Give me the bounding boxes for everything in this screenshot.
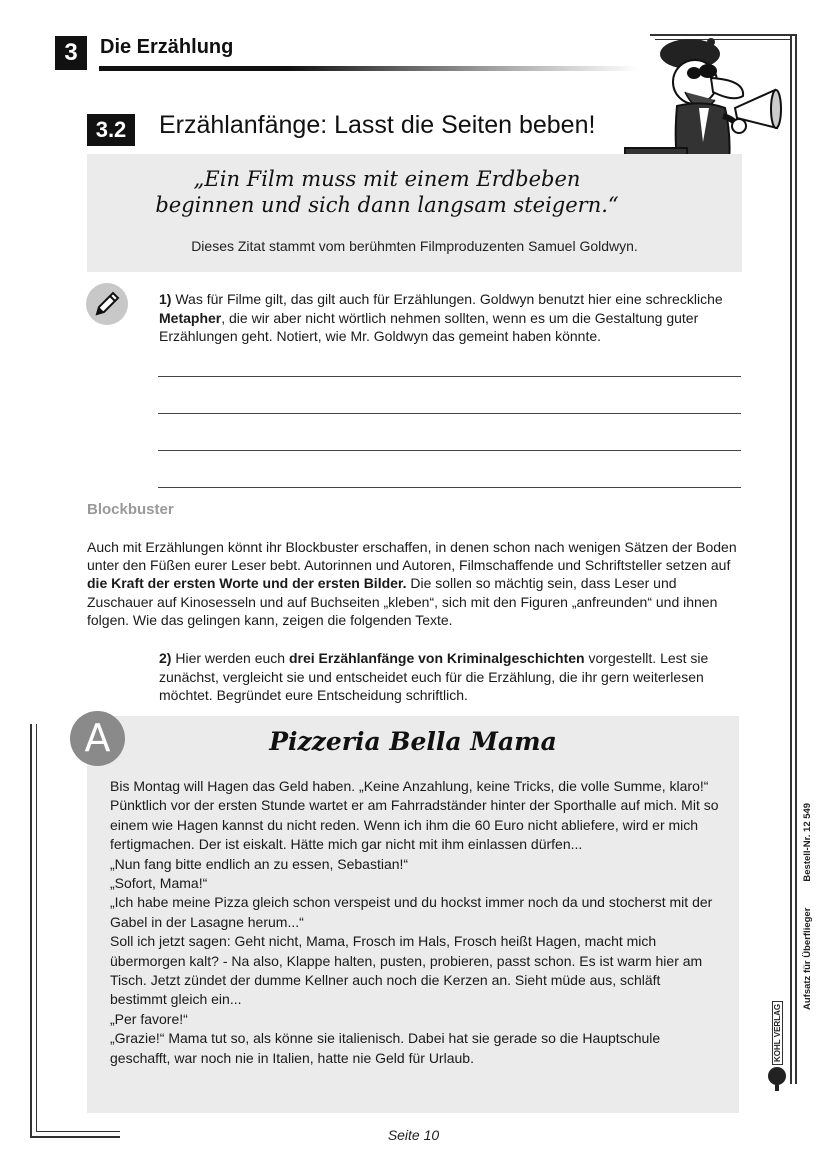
pencil-icon <box>86 283 128 325</box>
story-paragraph: „Nun fang bitte endlich an zu essen, Sebastian!“ <box>110 855 409 872</box>
answer-line[interactable] <box>158 413 741 414</box>
quote-text <box>87 166 687 218</box>
side-info <box>802 777 813 1010</box>
task-text: Was für Filme gilt, das gilt auch für Erzählungen. Goldwyn benutzt hier eine schreckliche <box>171 291 723 307</box>
page-frame-line <box>30 724 32 1138</box>
section-title: Erzählanfänge: Lasst die Seiten beben! <box>159 111 596 139</box>
quote-line: beginnen und sich dann langsam steigern.“ <box>155 193 619 217</box>
task-text: Hier werden euch <box>171 650 289 666</box>
page-frame-line <box>36 724 37 1132</box>
paragraph-text: Die sollen so mächtig sein, dass Leser und Zuschauer auf Kinosesseln und auf Buchseiten „kleben“, sich mit den Figuren „anfreunden“ und ihnen folgen. Wie das gelingen kann, zeigen die folgenden Texte. <box>87 575 718 628</box>
quote-line: „Ein Film muss mit einem Erdbeben <box>193 167 581 191</box>
publisher-logo: KOHL VERLAG <box>772 1001 783 1065</box>
task-keyword: drei Erzählanfänge von Kriminalgeschichten <box>288 650 585 666</box>
page-frame-line <box>790 34 792 1084</box>
answer-line[interactable] <box>158 376 741 377</box>
task-text: , die wir aber nicht wörtlich nehmen sollten, wenn es um die Gestaltung guter Erzählungen geht. Notiert, wie Mr. Goldwyn das gemeint haben könnte. <box>159 309 699 344</box>
task-keyword: Metapher <box>159 309 222 326</box>
task-1 <box>159 290 744 346</box>
chapter-underline <box>99 66 639 71</box>
story-paragraph: „Grazie!“ Mama tut so, als könne sie italienisch. Dabei hat sie gerade so die Hauptschule geschafft, war noch nie in Italien, hatte nie Geld für Urlaub. <box>110 1030 661 1066</box>
answer-line[interactable] <box>158 487 741 488</box>
quote-source: Dieses Zitat stammt vom berühmten Filmproduzenten Samuel Goldwyn. <box>191 238 638 254</box>
story-paragraph: „Sofort, Mama!“ <box>110 875 208 892</box>
story-paragraph: „Per favore!“ <box>110 1010 188 1027</box>
story-paragraph: „Ich habe meine Pizza gleich schon verspeist und du hockst immer noch da und stocherst mit der Gabel in der Lasagne herum...“ <box>110 894 713 930</box>
task-number: 2) <box>159 650 172 666</box>
chapter-title: Die Erzählung <box>100 36 234 58</box>
book-title: Aufsatz für Überflieger <box>802 907 813 1010</box>
task-text: vorgestellt. Lest sie zunächst, vergleicht sie und entscheidet euch für die Erzählung, die ihr gern weiterlesen möchtet. Begründet eure Entscheidung schriftlich. <box>159 650 709 703</box>
story-title: Pizzeria Bella Mama <box>269 727 557 756</box>
subheading: Blockbuster <box>87 501 174 518</box>
section-number: 3.2 <box>87 114 135 146</box>
task-2 <box>159 649 744 705</box>
answer-line[interactable] <box>158 450 741 451</box>
story-badge: A <box>70 711 125 766</box>
tree-icon <box>766 1066 788 1092</box>
story-paragraph: Soll ich jetzt sagen: Geht nicht, Mama, Frosch im Hals, Frosch heißt Hagen, macht mich übermorgen kalt? - Na also, Klappe halten, pusten, probieren, passt schon. Es ist warm hier am Tisch. Jetzt zündet der dumme Kellner auch noch die Kerzen an. Sieht müde aus, schläft bestimmt gleich ein... <box>110 933 703 1008</box>
chapter-number: 3 <box>55 36 87 70</box>
body-paragraph <box>87 538 742 629</box>
page-number: Seite 10 <box>387 1127 440 1143</box>
story-paragraph: Bis Montag will Hagen das Geld haben. „Keine Anzahlung, keine Tricks, die volle Summe, klaro!“ Pünktlich vor der ersten Stunde wartet er am Fahrradständer hinter der Sporthalle auf mich. Mit so einem wie Hagen kannst du nicht reden. Wenn ich ihm die 60 Euro nicht abliefere, wird er mich fertigmachen. Der ist eiskalt. Hätte mich gar nicht mit ihm einlassen dürfen... <box>110 778 719 853</box>
order-number: Bestell-Nr. 12 549 <box>802 802 813 882</box>
story-text <box>110 777 720 1068</box>
paragraph-text: Auch mit Erzählungen könnt ihr Blockbuster erschaffen, in denen schon nach wenigen Sätzen der Boden unter den Füßen eurer Leser bebt. Autorinnen und Autoren, Filmschaffende und Schriftsteller setzen auf <box>87 539 737 574</box>
task-number: 1) <box>159 291 172 307</box>
paragraph-emphasis: die Kraft der ersten Worte und der ersten Bilder. <box>87 575 407 592</box>
page-frame-line <box>795 34 797 1084</box>
